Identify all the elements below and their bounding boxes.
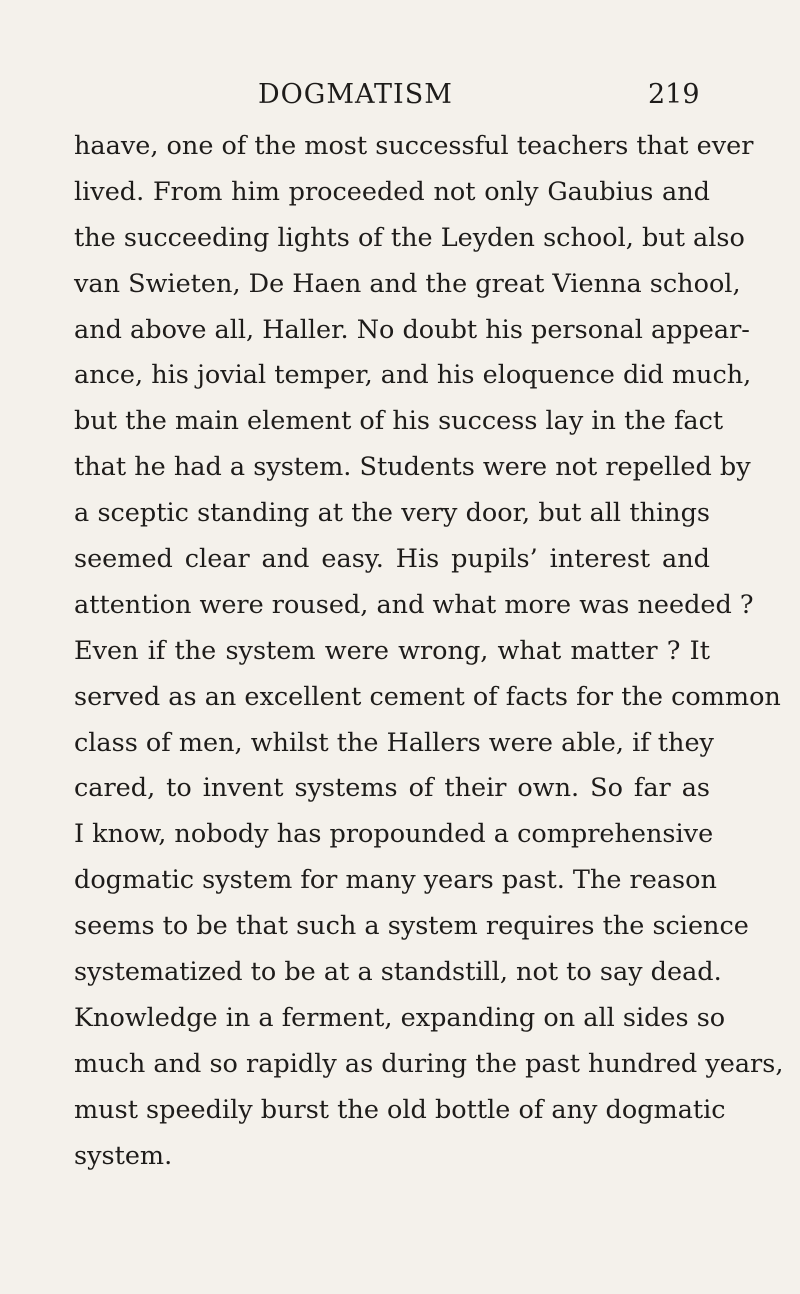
text-line: the succeeding lights of the Leyden school, but also — [74, 222, 745, 253]
text-line: seems to be that such a system requires the science — [74, 911, 749, 942]
body-paragraph — [74, 124, 784, 1179]
text-line: but the main element of his success lay in the fact — [74, 406, 724, 437]
running-head — [0, 79, 800, 119]
text-line: must speedily burst the old bottle of any dogmatic — [74, 1094, 726, 1125]
text-line: a sceptic standing at the very door, but all things — [74, 498, 710, 529]
text-line: systematized to be at a standstill, not to say dead. — [74, 957, 722, 988]
text-line: ance, his jovial temper, and his eloquence did much, — [74, 360, 752, 391]
text-line: Knowledge in a ferment, expanding on all sides so — [74, 1002, 726, 1033]
text-line: haave, one of the most successful teachers that ever — [74, 131, 754, 161]
text-line: seemed clear and easy. His pupils’ interest and — [74, 544, 710, 575]
text-line: and above all, Haller. No doubt his personal appear- — [74, 314, 750, 345]
page-number: 219 — [648, 79, 700, 110]
text-line: cared, to invent systems of their own. So far as — [74, 773, 710, 804]
text-line: that he had a system. Students were not repelled by — [74, 452, 751, 483]
text-line: class of men, whilst the Hallers were able, if they — [74, 727, 714, 758]
text-line: dogmatic system for many years past. The reason — [74, 865, 717, 896]
text-line: served as an excellent cement of facts for the common — [74, 681, 781, 712]
text-line: attention were roused, and what more was needed ? — [74, 589, 754, 620]
text-line: lived. From him proceeded not only Gaubius and — [74, 176, 710, 207]
text-line: I know, nobody has propounded a comprehensive — [74, 819, 714, 850]
text-line: Even if the system were wrong, what matter ? It — [74, 635, 710, 666]
text-line: much and so rapidly as during the past hundred years, — [74, 1048, 784, 1079]
text-line-last: system. — [74, 1140, 173, 1171]
text-line: van Swieten, De Haen and the great Vienna school, — [74, 268, 741, 299]
running-title: DOGMATISM — [258, 79, 453, 110]
